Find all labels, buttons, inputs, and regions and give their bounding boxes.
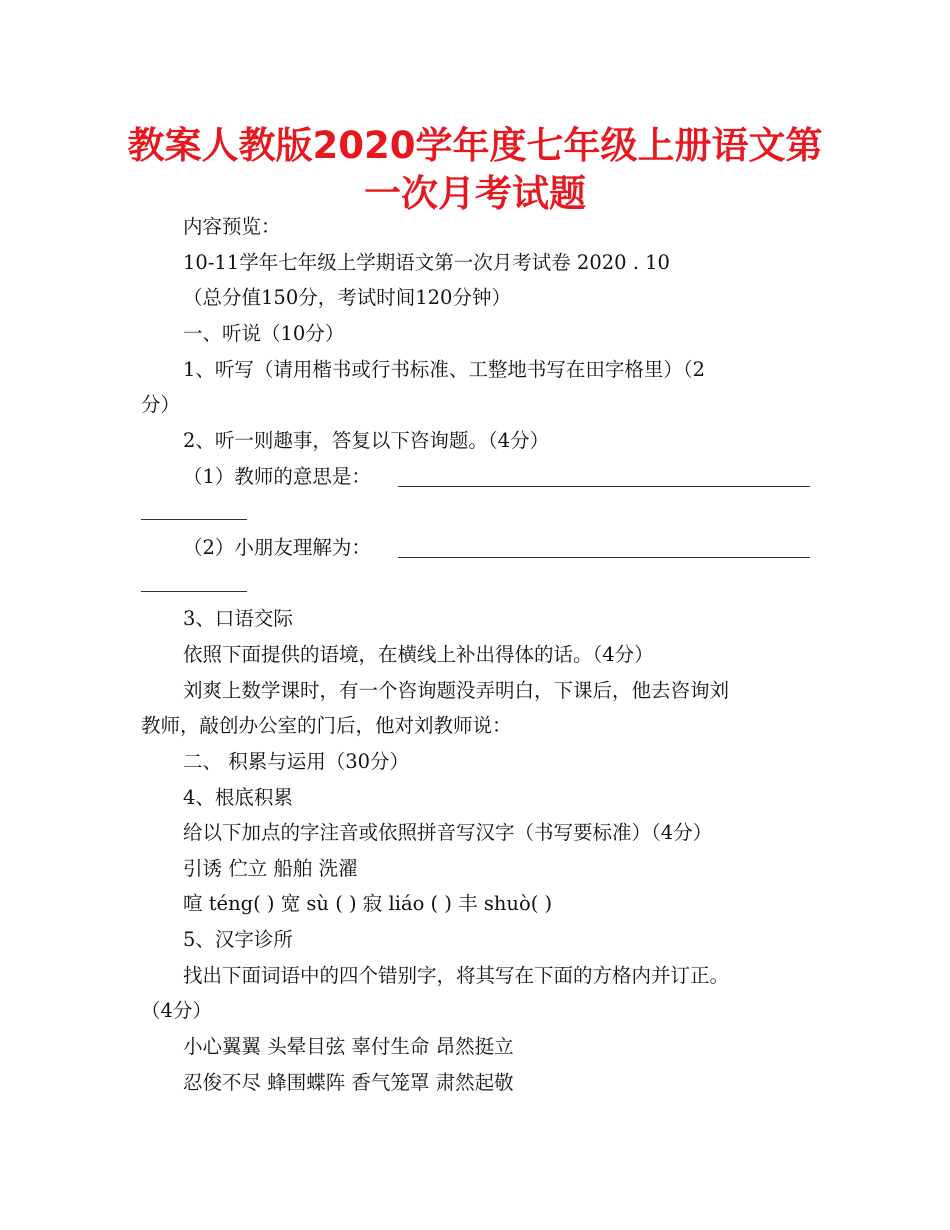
question-4-words: 引诱 伫立 船舶 洗濯: [183, 857, 358, 880]
question-4-pinyin: 喧 téng( ) 宽 sù ( ) 寂 liáo ( ) 丰 shuò( ): [183, 892, 553, 915]
score-time: （总分值150分，考试时间120分钟）: [183, 286, 511, 309]
question-5-words-line2: 忍俊不尽 蜂围蝶阵 香气笼罩 肃然起敬: [183, 1071, 514, 1094]
question-2-1: （1）教师的意思是：: [183, 465, 371, 488]
section-accumulation: 二、 积累与运用（30分）: [183, 750, 410, 773]
question-2: 2、听一则趣事，答复以下咨询题。（4分）: [183, 429, 550, 452]
answer-blank-line: [141, 591, 247, 592]
document-title-line1: 教案人教版2020学年度七年级上册语文第: [127, 124, 823, 167]
question-5-instruction-line1: 找出下面词语中的四个错别字，将其写在下面的方格内并订正。: [183, 964, 730, 987]
question-5-instruction-line2: （4分）: [141, 999, 212, 1022]
section-listening: 一、听说（10分）: [183, 322, 345, 345]
preview-label: 内容预览：: [183, 215, 281, 238]
document-title-line2: 一次月考试题: [364, 172, 586, 215]
question-5-words-line1: 小心翼翼 头晕目弦 辜付生命 昂然挺立: [183, 1035, 514, 1058]
question-3-context-line2: 教师，敲创办公室的门后，他对刘教师说：: [141, 714, 512, 737]
question-3-instruction: 依照下面提供的语境，在横线上补出得体的话。（4分）: [183, 643, 654, 666]
question-5: 5、汉字诊所: [183, 928, 293, 951]
question-1-line1: 1、听写（请用楷书或行书标准、工整地书写在田字格里）（2: [183, 358, 706, 381]
answer-blank-line: [398, 486, 810, 487]
answer-blank-line: [141, 519, 247, 520]
question-4-instruction: 给以下加点的字注音或依照拼音写汉字（书写要标准）（4分）: [183, 821, 713, 844]
exam-header: 10-11学年七年级上学期语文第一次月考试卷 2020 . 10: [183, 251, 670, 274]
question-4: 4、根底积累: [183, 786, 293, 809]
answer-blank-line: [398, 557, 810, 558]
question-1-line2: 分）: [141, 393, 181, 416]
question-3-context-line1: 刘爽上数学课时，有一个咨询题没弄明白，下课后，他去咨询刘: [183, 679, 730, 702]
question-3: 3、口语交际: [183, 607, 293, 630]
question-2-2: （2）小朋友理解为：: [183, 536, 371, 559]
